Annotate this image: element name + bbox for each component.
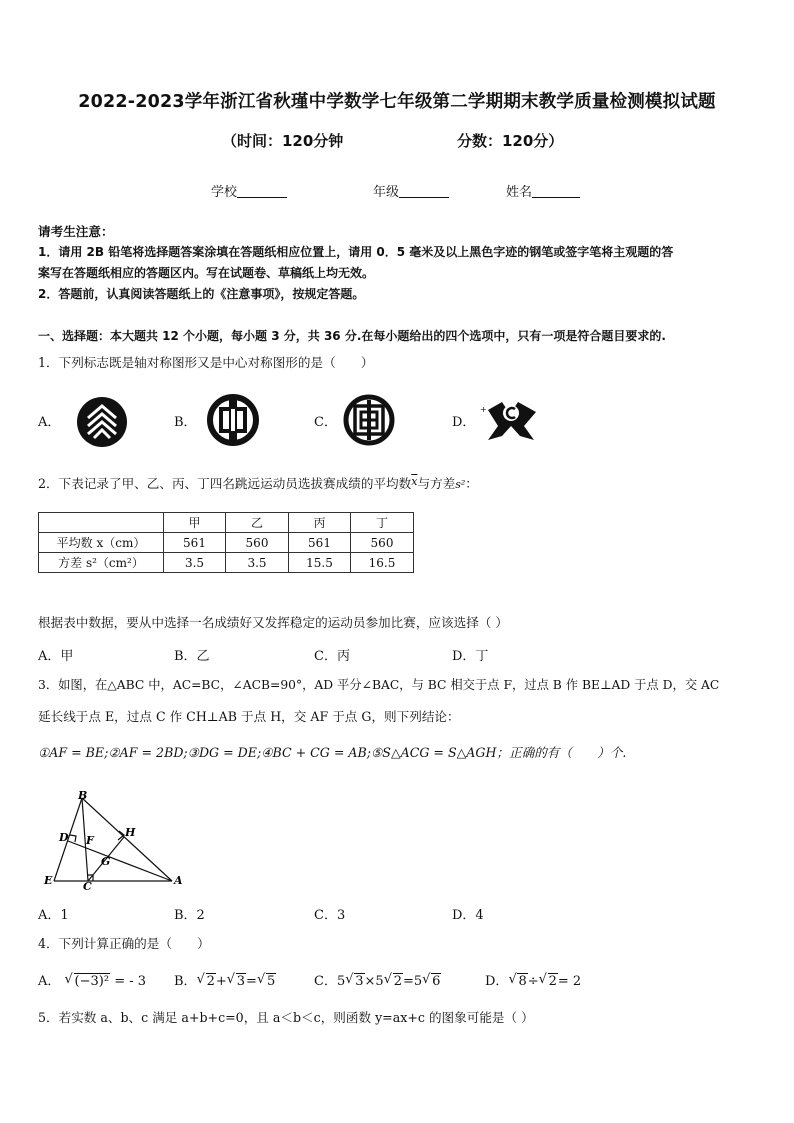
table-cell: 3.5: [164, 553, 226, 573]
q4-b-eq: =: [246, 974, 257, 989]
table-row: [39, 553, 414, 573]
school-label: 学校: [211, 185, 238, 200]
question-5-stem: 5．若实数 a、b、c 满足 a+b+c=0，且 a＜b＜c，则函数 y=ax+c 的图象可能是（ ）: [38, 1010, 534, 1025]
q4-c-coef: 5: [336, 974, 346, 989]
q4-b-sqrt-1: √ 2: [196, 972, 215, 989]
question-4-stem: 4．下列计算正确的是（ ）: [38, 936, 210, 951]
q4-a-sqrt: √ (−3)²: [64, 972, 110, 989]
exam-time: （时间：120分钟: [222, 132, 344, 150]
fig-label-c: C: [83, 880, 92, 890]
table-cell: 561: [289, 533, 351, 553]
q3-option-a: A．1: [38, 908, 69, 923]
table-row: [39, 533, 414, 553]
grade-field[interactable]: [373, 181, 449, 200]
q3-option-d: D．4: [452, 908, 484, 923]
q4-option-a: [38, 970, 146, 989]
q4-d-sqrt-2: √ 2: [538, 972, 557, 989]
bank-logo-icon: [343, 394, 395, 446]
q3-option-b: B．2: [174, 908, 205, 923]
q4-option-d: [485, 970, 581, 989]
table-cell: 561: [164, 533, 226, 553]
q2-stem-part-a: 2．下表记录了甲、乙、丙、丁四名跳远运动员选拔赛成绩的平均数: [38, 476, 412, 491]
notice-line-3: 2．答题前，认真阅读答题纸上的《注意事项》，按规定答题。: [38, 287, 365, 301]
table-header-cell: [39, 513, 164, 533]
q4-c-radicand-1: 3: [355, 974, 364, 989]
q2-option-d: D．丁: [452, 649, 489, 664]
q2-xbar: $\overline{x}$: [411, 475, 418, 488]
fig-label-b: B: [78, 790, 88, 802]
question-3-conclusions: ①AF = BE;②AF = 2BD;③DG = DE;④BC + CG = AB;⑤S△ACG = S△AGH；正确的有（ ）个.: [38, 745, 627, 760]
q4-d-radicand-2: 2: [548, 974, 557, 989]
triangle-figure: [38, 790, 188, 890]
table-cell: 16.5: [351, 553, 414, 573]
q2-stem-part-b: 与方差: [417, 476, 456, 491]
q4-c-eq: =5: [402, 974, 423, 989]
q4-c-radicand-2: 2: [393, 974, 402, 989]
q4-b-plus: +: [215, 974, 227, 989]
q4-d-radicand-1: 8: [518, 974, 527, 989]
icbc-logo-icon: [207, 394, 259, 446]
q4-d-label: D．: [485, 974, 509, 989]
q2-option-a: A．甲: [38, 649, 74, 664]
q1-option-c-label: C．: [314, 415, 337, 430]
q4-c-sqrt-1: √ 3: [345, 972, 364, 989]
notice-heading: 请考生注意：: [38, 224, 114, 239]
q4-c-sqrt-2: √ 2: [383, 972, 402, 989]
q4-b-radicand-2: 3: [236, 974, 246, 989]
section-1-heading: 一、选择题：本大题共 12 个小题，每小题 3 分，共 36 分.在每小题给出的四个选项中，只有一项是符合题目要求的.: [38, 329, 666, 343]
q2-option-c: C．丙: [314, 649, 350, 664]
table-header-row: [39, 513, 414, 533]
exam-score: 分数：120分）: [457, 132, 564, 150]
q1-option-b-label: B．: [174, 415, 197, 430]
q4-c-times: ×5: [364, 974, 384, 989]
q1-option-d-label: D．: [452, 415, 476, 430]
q4-d-eq: = 2: [557, 974, 582, 989]
q4-c-sqrt-3: √ 6: [422, 972, 441, 989]
q2-stats-table: [38, 512, 414, 573]
q2-follow-text: 根据表中数据，要从中选择一名成绩好又发挥稳定的运动员参加比赛，应该选择（ ）: [38, 615, 508, 630]
q4-option-c: [314, 970, 441, 989]
q4-b-label: B．: [174, 974, 197, 989]
exam-title: 2022-2023学年浙江省秋瑾中学数学七年级第二学期期末教学质量检测模拟试题: [78, 92, 716, 112]
q4-c-radicand-3: 6: [432, 974, 441, 989]
question-2-stem: [38, 473, 478, 495]
question-1-stem: 1．下列标志既是轴对称图形又是中心对称图形的是（ ）: [38, 355, 374, 370]
table-cell: 平均数 x（cm）: [39, 533, 164, 553]
q2-option-b: B．乙: [174, 649, 210, 664]
fig-label-f: F: [86, 834, 94, 847]
table-cell: 560: [351, 533, 414, 553]
question-3-line-2: 延长线于点 E，过点 C 作 CH⊥AB 于点 H，交 AF 于点 G，则下列结论：: [38, 709, 460, 724]
notice-line-1: 1．请用 2B 铅笔将选择题答案涂填在答题纸相应位置上，请用 0．5 毫米及以上黑色字迹的钢笔或签字笔将主观题的答: [38, 245, 674, 259]
table-header-cell: 甲: [164, 513, 226, 533]
table-header-cell: 丙: [289, 513, 351, 533]
q4-b-radicand-3: 5: [266, 974, 276, 989]
name-blank[interactable]: [532, 185, 580, 198]
fig-label-h: H: [125, 826, 136, 839]
table-cell: 3.5: [226, 553, 289, 573]
table-cell: 560: [226, 533, 289, 553]
q4-b-sqrt-3: √ 5: [256, 972, 276, 989]
q4-a-label: A．: [38, 974, 61, 989]
bank-c-logo-icon: [480, 396, 542, 444]
name-label: 姓名: [506, 185, 533, 200]
fig-label-a: A: [174, 874, 183, 887]
grade-label: 年级: [373, 185, 400, 200]
q3-option-c: C．3: [314, 908, 346, 923]
table-cell: 方差 s²（cm²）: [39, 553, 164, 573]
china-mobile-logo-icon: [76, 396, 128, 448]
q4-a-radicand: (−3)²: [74, 974, 110, 989]
q1-option-a-label: A．: [38, 415, 61, 430]
table-header-cell: 丁: [351, 513, 414, 533]
question-3-line-1: 3．如图，在△ABC 中，AC=BC，∠ACB=90°，AD 平分∠BAC，与 BC 相交于点 F，过点 B 作 BE⊥AD 于点 D，交 AC: [38, 678, 720, 692]
q4-b-radicand-1: 2: [206, 974, 215, 989]
table-header-cell: 乙: [226, 513, 289, 533]
q4-d-div: ÷: [527, 974, 539, 989]
q4-option-b: [174, 970, 276, 989]
fig-label-e: E: [44, 874, 53, 887]
q4-c-label: C．: [314, 974, 337, 989]
school-blank[interactable]: [237, 185, 287, 198]
q2-stem-part-c: ：: [465, 476, 478, 491]
q4-b-sqrt-2: √ 3: [226, 972, 246, 989]
name-field[interactable]: [506, 181, 580, 200]
table-cell: 15.5: [289, 553, 351, 573]
svg-text:+: +: [480, 405, 487, 414]
q4-d-sqrt-1: √ 8: [508, 972, 527, 989]
grade-blank[interactable]: [399, 185, 449, 198]
notice-line-2: 案写在答题纸相应的答题区内。写在试题卷、草稿纸上均无效。: [38, 266, 375, 280]
q2-s-squared: s²: [455, 478, 466, 491]
q4-a-rhs: = - 3: [114, 974, 147, 989]
school-field[interactable]: [211, 181, 287, 200]
fig-label-g: G: [101, 855, 111, 868]
fig-label-d: D: [59, 831, 69, 844]
